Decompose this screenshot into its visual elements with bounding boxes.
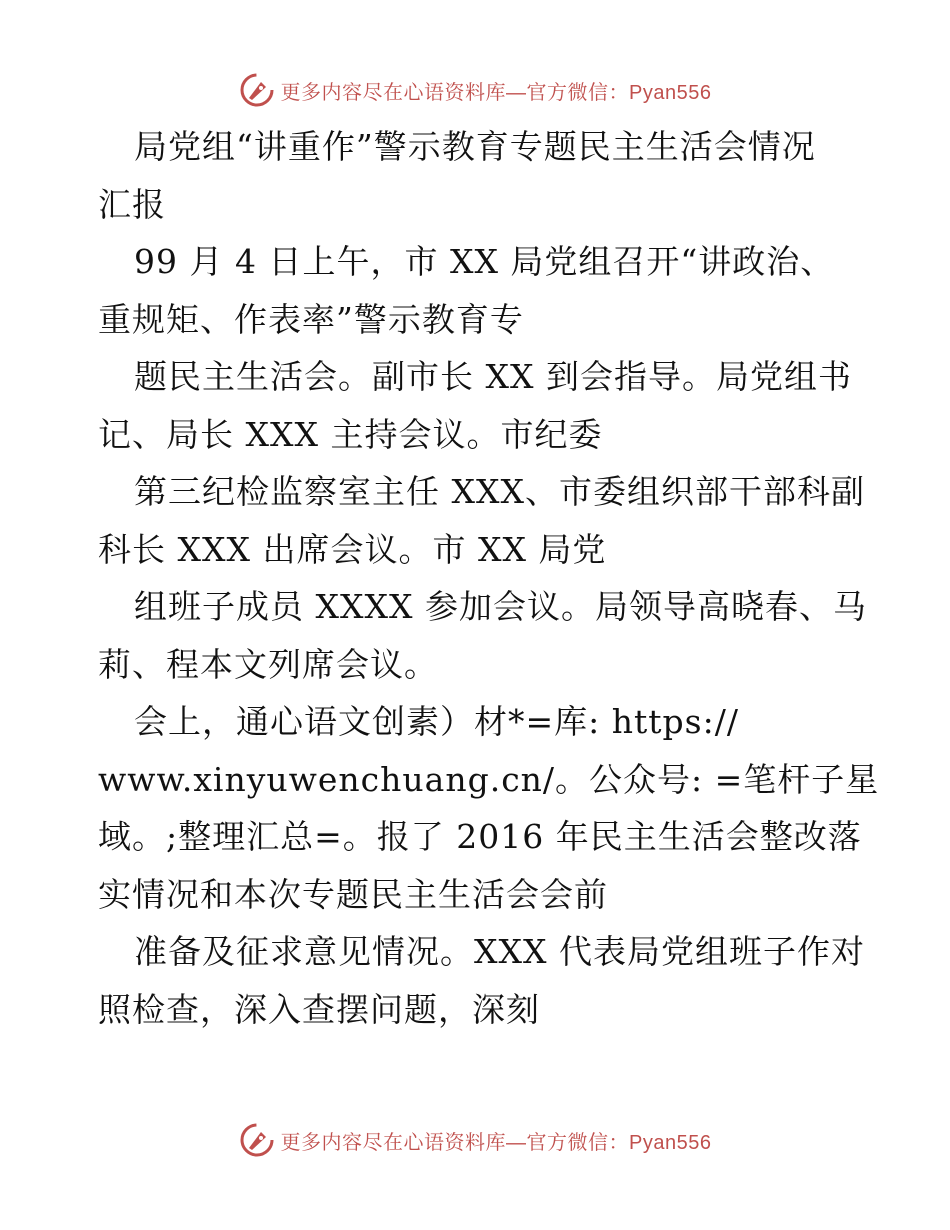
paragraph-line: 科长 XXX 出席会议。市 XX 局党 bbox=[98, 529, 607, 569]
header-banner bbox=[0, 70, 950, 110]
paragraph-line: 99 月 4 日上午，市 XX 局党组召开“讲政治、 bbox=[134, 242, 835, 281]
document-title-line-1: 局党组“讲重作”警示教育专题民主生活会情况 bbox=[134, 127, 816, 166]
header-banner-text: 更多内容尽在心语资料库—官方微信：Pyan556 bbox=[280, 81, 712, 104]
paragraph-line: 组班子成员 XXXX 参加会议。局领导高晓春、马 bbox=[134, 587, 867, 626]
paragraph-line: 域。;整理汇总=。报了 2016 年民主生活会整改落 bbox=[98, 817, 862, 856]
paragraph-line: 第三纪检监察室主任 XXX、市委组织部干部科副 bbox=[134, 472, 865, 511]
footer-banner bbox=[0, 1120, 950, 1160]
document-title-line-2: 汇报 bbox=[98, 184, 166, 224]
pen-nib-logo-icon bbox=[239, 72, 275, 108]
paragraph-line: 莉、程本文列席会议。 bbox=[98, 644, 438, 684]
document-body bbox=[98, 118, 880, 1038]
footer-banner-text: 更多内容尽在心语资料库—官方微信：Pyan556 bbox=[280, 1131, 712, 1154]
paragraph-line: 记、局长 XXX 主持会议。市纪委 bbox=[98, 414, 603, 454]
paragraph-line: 题民主生活会。副市长 XX 到会指导。局党组书 bbox=[134, 357, 852, 396]
paragraph-line: 照检查，深入查摆问题，深刻 bbox=[98, 989, 540, 1029]
paragraph-line: 会上，通心语文创素）材*=库: https:// bbox=[134, 702, 739, 741]
paragraph-line: 准备及征求意见情况。XXX 代表局党组班子作对 bbox=[134, 932, 865, 971]
paragraph-line: 实情况和本次专题民主生活会会前 bbox=[98, 874, 608, 914]
pen-nib-logo-icon bbox=[239, 1122, 275, 1158]
paragraph-line: www.xinyuwenchuang.cn/。公众号: =笔杆子星 bbox=[98, 759, 880, 799]
paragraph-line: 重规矩、作表率”警示教育专 bbox=[98, 299, 524, 339]
